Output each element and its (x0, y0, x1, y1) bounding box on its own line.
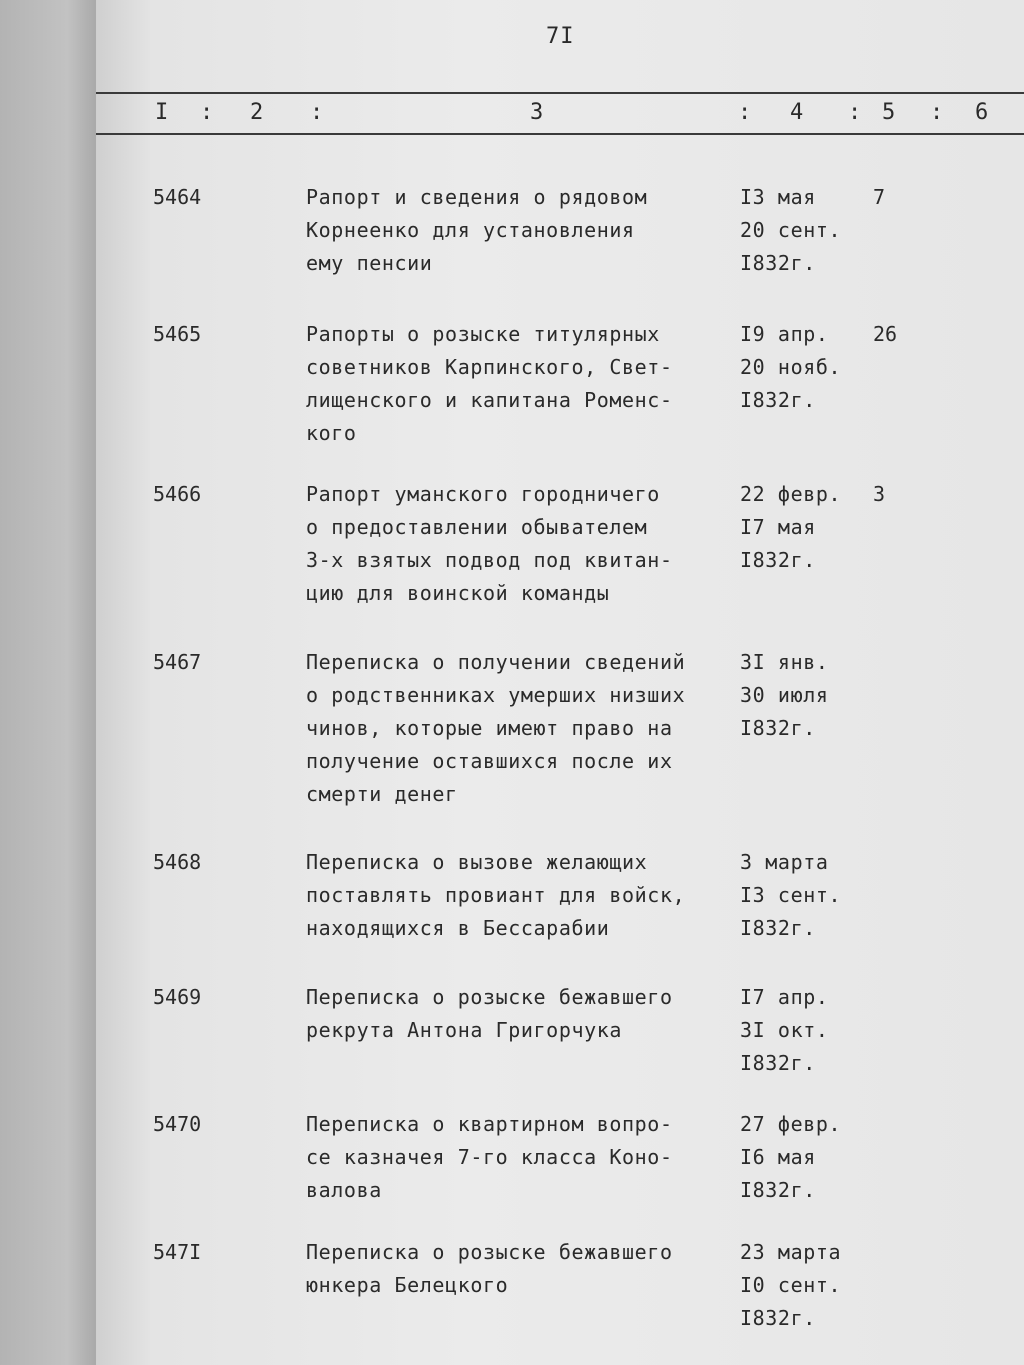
file-title-line: кого (306, 421, 357, 445)
file-title-line: Переписка о получении сведений (306, 650, 686, 674)
file-number: 5470 (153, 1112, 202, 1136)
file-date-line: 30 июля (740, 683, 829, 707)
sheet-count: 26 (873, 322, 898, 346)
file-title-line: Переписка о вызове желающих (306, 850, 648, 874)
file-date-line: 23 марта (740, 1240, 842, 1264)
column-separator: : (848, 100, 862, 125)
file-title-line: Рапорты о розыске титулярных (306, 322, 660, 346)
column-header: 6 (975, 100, 989, 125)
column-separator: : (930, 100, 944, 125)
column-separator: : (200, 100, 214, 125)
page-number: 7I (546, 24, 575, 49)
file-title-line: Переписка о розыске бежавшего (306, 1240, 673, 1264)
column-header: 2 (250, 100, 264, 125)
file-title-line: Корнеенко для установления (306, 218, 635, 242)
column-separator: : (310, 100, 324, 125)
file-date-line: I7 мая (740, 515, 816, 539)
file-title-line: валова (306, 1178, 382, 1202)
file-title-line: Переписка о розыске бежавшего (306, 985, 673, 1009)
file-title-line: чинов, которые имеют право на (306, 716, 673, 740)
file-date-line: I832г. (740, 251, 816, 275)
file-date-line: 20 сент. (740, 218, 842, 242)
file-date-line: 20 нояб. (740, 355, 842, 379)
file-date-line: I832г. (740, 1306, 816, 1330)
column-header: I (155, 100, 169, 125)
file-title-line: советников Карпинского, Свет- (306, 355, 673, 379)
file-title-line: Переписка о квартирном вопро- (306, 1112, 673, 1136)
file-date-line: I832г. (740, 1051, 816, 1075)
file-title-line: юнкера Белецкого (306, 1273, 509, 1297)
file-title-line: находящихся в Бессарабии (306, 916, 610, 940)
file-title-line: 3-х взятых подвод под квитан- (306, 548, 673, 572)
file-number: 5469 (153, 985, 202, 1009)
file-number: 5464 (153, 185, 202, 209)
sheet-count: 3 (873, 482, 886, 506)
column-header: 3 (530, 100, 544, 125)
file-date-line: I832г. (740, 388, 816, 412)
file-date-line: I3 мая (740, 185, 816, 209)
file-title-line: цию для воинской команды (306, 581, 610, 605)
file-title-line: смерти денег (306, 782, 458, 806)
file-number: 5467 (153, 650, 202, 674)
file-title-line: о предоставлении обывателем (306, 515, 648, 539)
file-date-line: 22 февр. (740, 482, 842, 506)
file-title-line: Рапорт уманского городничего (306, 482, 660, 506)
sheet-count: 7 (873, 185, 886, 209)
file-date-line: I0 сент. (740, 1273, 842, 1297)
file-number: 547I (153, 1240, 202, 1264)
file-title-line: рекрута Антона Григорчука (306, 1018, 623, 1042)
header-rule-top (96, 92, 1024, 94)
file-date-line: I7 апр. (740, 985, 829, 1009)
file-title-line: лищенского и капитана Роменс- (306, 388, 673, 412)
file-title-line: получение оставшихся после их (306, 749, 673, 773)
file-title-line: о родственниках умерших низших (306, 683, 686, 707)
file-number: 5468 (153, 850, 202, 874)
file-date-line: 27 февр. (740, 1112, 842, 1136)
column-header: 5 (882, 100, 896, 125)
file-date-line: I832г. (740, 1178, 816, 1202)
file-title-line: ему пенсии (306, 251, 433, 275)
file-date-line: I832г. (740, 716, 816, 740)
file-date-line: 3 марта (740, 850, 829, 874)
file-date-line: I832г. (740, 548, 816, 572)
file-date-line: I6 мая (740, 1145, 816, 1169)
file-date-line: 3I окт. (740, 1018, 829, 1042)
header-rule-bottom (96, 133, 1024, 135)
adjacent-page-edge (0, 0, 96, 1365)
file-date-line: 3I янв. (740, 650, 829, 674)
file-title-line: се казначея 7-го класса Коно- (306, 1145, 673, 1169)
file-number: 5465 (153, 322, 202, 346)
file-date-line: I9 апр. (740, 322, 829, 346)
file-title-line: поставлять провиант для войск, (306, 883, 686, 907)
file-date-line: I832г. (740, 916, 816, 940)
file-date-line: I3 сент. (740, 883, 842, 907)
file-number: 5466 (153, 482, 202, 506)
column-header: 4 (790, 100, 804, 125)
column-separator: : (738, 100, 752, 125)
file-title-line: Рапорт и сведения о рядовом (306, 185, 648, 209)
